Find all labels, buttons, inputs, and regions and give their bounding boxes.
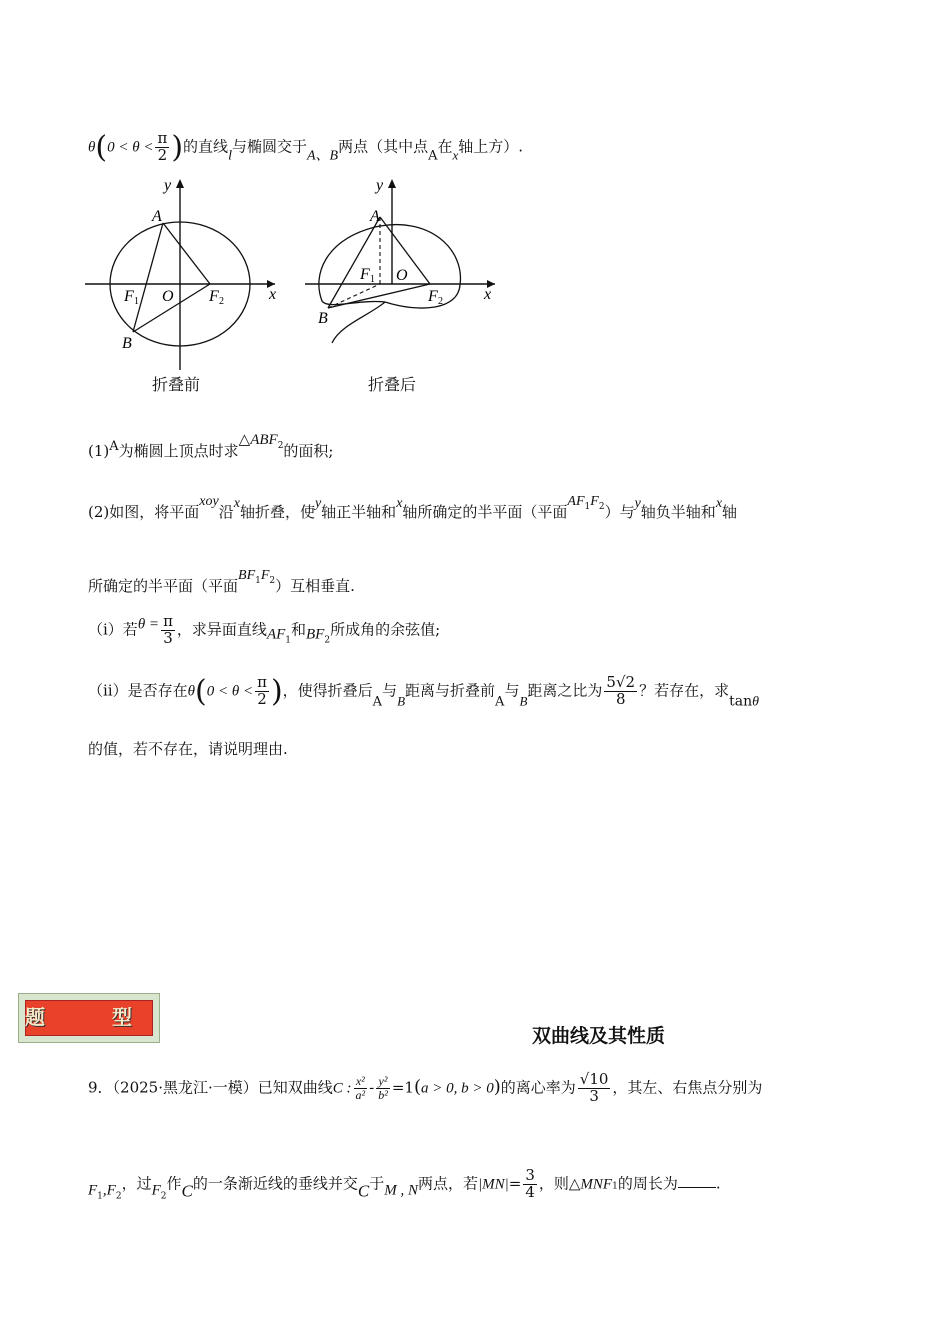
svg-text:F: F bbox=[360, 266, 370, 283]
svg-text:2: 2 bbox=[219, 296, 224, 307]
topic-badge: 题 型 bbox=[18, 993, 160, 1043]
question-1: (1)A为椭圆上顶点时求△ABF$^2$的面积; bbox=[88, 432, 334, 460]
y-axis-label: y bbox=[164, 177, 172, 194]
answer-blank[interactable] bbox=[678, 1173, 716, 1188]
svg-text:B: B bbox=[318, 310, 328, 327]
svg-text:y: y bbox=[376, 177, 384, 194]
figure-after-folding bbox=[300, 175, 510, 375]
question-9: 9．（2025·黑龙江·一模）已知双曲线C : $\frac{\text{x²}}{\text{a²}}$ - $\frac{\text{y²}}{\text{b²}}$ =1(a > 0, b > 0)的离心率为 $\frac{√10}{3}$ ，其左、右焦点分别为 bbox=[88, 1070, 763, 1105]
origin-O: O bbox=[162, 288, 174, 305]
figure-before-folding bbox=[80, 175, 290, 405]
svg-text:1: 1 bbox=[134, 296, 139, 307]
question-2-ii: （ⅱ）是否存在θ(0 < θ < $\frac{\pi}{2}$ )，使得折叠后A与B距离与折叠前A与B距离之比为 $\frac{5√2}{8}$ ？若存在，求tanθ bbox=[88, 673, 759, 710]
svg-text:O: O bbox=[396, 267, 408, 284]
theta-symbol: θ bbox=[88, 139, 96, 156]
intro-line: θ(0 < θ < $\frac{\pi}{2}$ )的直线l与椭圆交于A、B两点（其中点A在x轴上方）. bbox=[88, 129, 524, 165]
svg-text:A: A bbox=[370, 208, 380, 225]
question-2-cont: 所确定的半平面（平面$BF^1F^2$）互相垂直. bbox=[88, 568, 355, 595]
svg-text:F: F bbox=[428, 288, 438, 305]
caption-before: 折叠前 bbox=[152, 375, 201, 394]
point-A: A bbox=[152, 208, 162, 225]
svg-text:2: 2 bbox=[438, 296, 443, 307]
point-F2: F bbox=[209, 288, 219, 305]
svg-text:x: x bbox=[484, 286, 492, 303]
question-2-ii-cont: 的值，若不存在，请说明理由. bbox=[88, 740, 288, 758]
question-9-cont: $F_1,F_2$，过$F_2$作C的一条渐近线的垂线并交C于M , N两点，若|MN|= $\frac{3}{4}$ ，则△MNF1的周长为 . bbox=[88, 1166, 721, 1202]
x-axis-label: x bbox=[269, 286, 277, 303]
question-2-i: （ⅰ）若θ = $\frac{\pi}{3}$ ，求异面直线$AF_1$和$BF_2$所成角的余弦值; bbox=[88, 612, 441, 647]
point-F1: F bbox=[124, 288, 134, 305]
point-B: B bbox=[122, 335, 132, 352]
svg-text:1: 1 bbox=[370, 274, 375, 285]
section-title: 双曲线及其性质 bbox=[532, 1025, 666, 1047]
caption-after: 折叠后 bbox=[368, 375, 417, 394]
question-2: (2)如图，将平面xoy沿x轴折叠，使y轴正半轴和x轴所确定的半平面（平面$AF^1F^2$）与y轴负半轴和x轴 bbox=[88, 494, 738, 521]
